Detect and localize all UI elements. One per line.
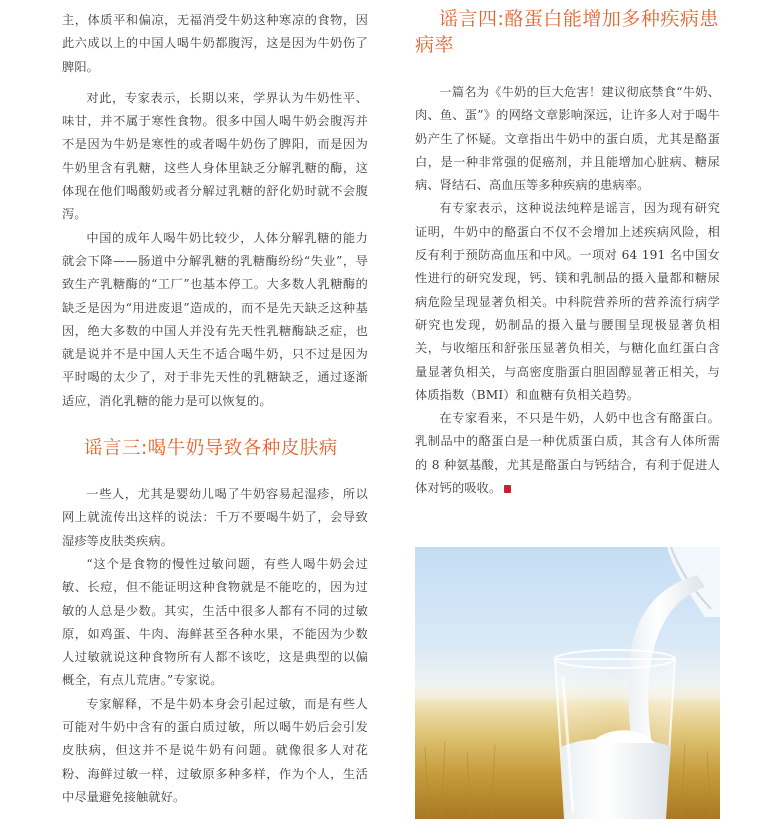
- paragraph: [415, 407, 720, 500]
- right-column: [415, 0, 720, 500]
- milk-glass-illustration: [415, 547, 720, 819]
- section-heading-rumor-3: 谣言三:喝牛奶导致各种皮肤病: [84, 438, 338, 460]
- paragraph: 中国的成年人喝牛奶比较少，人体分解乳糖的能力就会下降——肠道中分解乳糖的乳糖酶纷纷“失业”，导致生产乳糖酶的“工厂”也基本停工。大多数人乳糖酶的缺乏是因为“用进废退”造成的，而不是先天缺乏这种基因，绝大多数的中国人并没有先天性乳糖酶缺乏症，也就是说并不是中国人天生不适合喝牛奶，只不过是因为平时喝的太少了，对于非先天性的乳糖缺乏，通过逐渐适应，消化乳糖的能力是可以恢复的。: [62, 230, 368, 408]
- left-column: [62, 0, 368, 809]
- paragraph: “这个是食物的慢性过敏问题，有些人喝牛奶会过敏、长痘，但不能证明这种食物就是不能吃的，因为过敏的人总是少数。其实，生活中很多人都有不同的过敏原，如鸡蛋、牛肉、海鲜甚至各种水果，不能因为少数人过敏就说这种食物所有人都不该吃，这是典型的以偏概全，有点儿荒唐。”专家说。: [62, 556, 368, 688]
- paragraph: 主，体质平和偏凉，无福消受牛奶这种寒凉的食物，因此六成以上的中国人喝牛奶都腹泻，这是因为牛奶伤了脾阳。: [62, 13, 368, 74]
- paragraph: 专家解释，不是牛奶本身会引起过敏，而是有些人可能对牛奶中含有的蛋白质过敏，所以喝牛奶后会引发皮肤病，但这并不是说牛奶有问题。就像很多人对花粉、海鲜过敏一样，过敏原多种多样，作为个人，生活中尽量避免接触就好。: [62, 696, 368, 804]
- article-end-icon: [504, 485, 511, 493]
- paragraph: 对此，专家表示，长期以来，学界认为牛奶性平、味甘，并不属于寒性食物。很多中国人喝牛奶会腹泻并不是因为牛奶是寒性的或者喝牛奶伤了脾阳，而是因为牛奶里含有乳糖，这些人身体里缺乏分解乳糖的酶，这体现在他们喝酸奶或者分解过乳糖的舒化奶时就不会腹泻。: [62, 90, 368, 222]
- paragraph: 有专家表示，这种说法纯粹是谣言，因为现有研究证明，牛奶中的酪蛋白不仅不会增加上述疾病风险，相反有利于预防高血压和中风。一项对 64 191 名中国女性进行的研究发现，钙、镁和乳制品的摄入量都和糖尿病危险呈现显著负相关。中科院营养所的营养流行病学研究也发现，奶制品的摄入量与腰围呈现极显著负相关，与收缩压和舒张压显著负相关，与糖化血红蛋白含量显著负相关，与高密度脂蛋白胆固醇显著正相关，与体质指数（BMI）和血糖有负相关趋势。: [415, 201, 720, 402]
- paragraph: 一些人，尤其是婴幼儿喝了牛奶容易起湿疹，所以网上就流传出这样的说法：千万不要喝牛奶了，会导致湿疹等皮肤类疾病。: [62, 487, 368, 548]
- paragraph-text: 在专家看来，不只是牛奶，人奶中也含有酪蛋白。乳制品中的酪蛋白是一种优质蛋白质，其含有人体所需的 8 种氨基酸，尤其是酪蛋白与钙结合，有利于促进人体对钙的吸收。: [415, 411, 720, 496]
- milk-pouring-photo: [415, 547, 720, 819]
- section-heading-rumor-4: 谣言四:酪蛋白能增加多种疾病患病率: [415, 8, 719, 56]
- paragraph: 一篇名为《牛奶的巨大危害！建议彻底禁食“牛奶、肉、鱼、蛋”》的网络文章影响深远，让许多人对于喝牛奶产生了怀疑。文章指出牛奶中的蛋白质，尤其是酪蛋白，是一种非常强的促癌剂，并且能增加心脏病、糖尿病、肾结石、高血压等多种疾病的患病率。: [415, 85, 720, 193]
